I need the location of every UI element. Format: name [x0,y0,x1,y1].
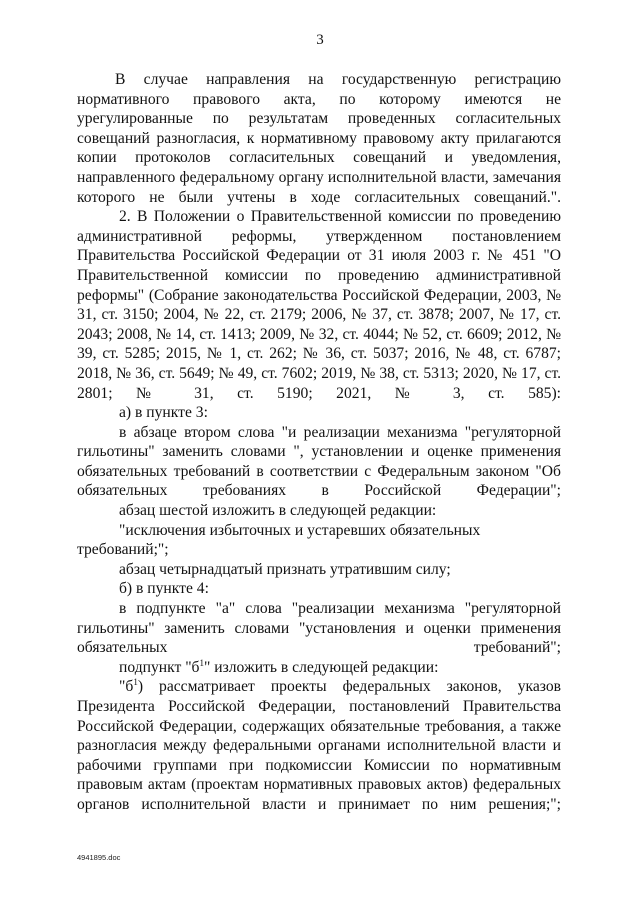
page-number: 3 [316,32,324,48]
paragraph-abzac-14: абзац четырнадцатый признать утратившим силу; [119,560,451,578]
paragraph-item-2: 2. В Положении о Правительственной комиссии по проведению административной реформы, утвержденном постановлением Правительства Российской Федерации от 31 июля 2003 г. № 451 "О Правительственной комиссии по проведению административной реформы" (Собрание законодательства Российской Федерации, 2003, № 31, ст. 3150; 2004, № 22, ст. 2179; 2006, № 37, ст. 3878; 2007, № 17, ст. 2043; 2008, № 14, ст. 1413; 2009, № 32, ст. 4044; № 52, ст. 6609; 2012, № 39, ст. 5285; 2015, № 1, ст. 262; № 36, ст. 5037; 2016, № 48, ст. 6787; 2018, № 36, ст. 5649; № 49, ст. 7602; 2019, № 38, ст. 5313; 2020, № 17, ст. 2801; № 31, ст. 5190; 2021, № 3, ст. 585): [77,208,561,402]
paragraph-b1-text [77,677,561,814]
paragraph-abzac-2: в абзаце втором слова "и реализации механизма "регуляторной гильотины" заменить словами ", установлении и оценке применения обязательных требований в соответствии с Федеральным законом "Об обязательных требованиях в Российской Федерации"; [77,423,561,500]
paragraph-podpunkt-b1 [77,658,561,678]
footer-filename: 4941895.doc [77,853,121,862]
paragraph-registration: В случае направления на государственную регистрацию нормативного правового акта, по которому имеются не урегулированные по результатам проведенных согласительных совещаний разногласия, к нормативному правовому акту прилагаются копии протоколов согласительных совещаний и уведомления, направленного федеральному органу исполнительной власти, замечания которого не были учтены в ходе согласительных совещаний.". [77,71,561,206]
paragraph-subitem-a: а) в пункте 3: [119,404,208,422]
superscript: 1 [199,657,204,668]
paragraph-abzac-6: абзац шестой изложить в следующей редакции: [119,502,437,520]
text-fragment: "б [119,678,134,696]
superscript: 1 [133,677,138,688]
paragraph-subitem-b: б) в пункте 4: [119,580,209,598]
text-fragment: " изложить в следующей редакции: [204,658,439,676]
paragraph-podpunkt-a: в подпункте "а" слова "реализации механизма "регуляторной гильотины" заменить словами "установления и оценки применения обязательных требований"; [77,600,561,657]
text-fragment: подпункт "б [119,658,200,676]
document-body [77,70,561,815]
text-fragment: ) рассматривает проекты федеральных законов, указов Президента Российской Федерации, постановлений Правительства Российской Федерации, содержащих обязательные требования, а также разногласия между федеральными органами исполнительной власти и рабочими группами при подкомиссии Комиссии по нормативным правовым актам (проектам нормативных правовых актов) федеральных органов исполнительной власти и принимает по ним решения;"; [77,678,561,813]
paragraph-abzac-6-text: "исключения избыточных и устаревших обязательных требований;"; [77,521,481,559]
